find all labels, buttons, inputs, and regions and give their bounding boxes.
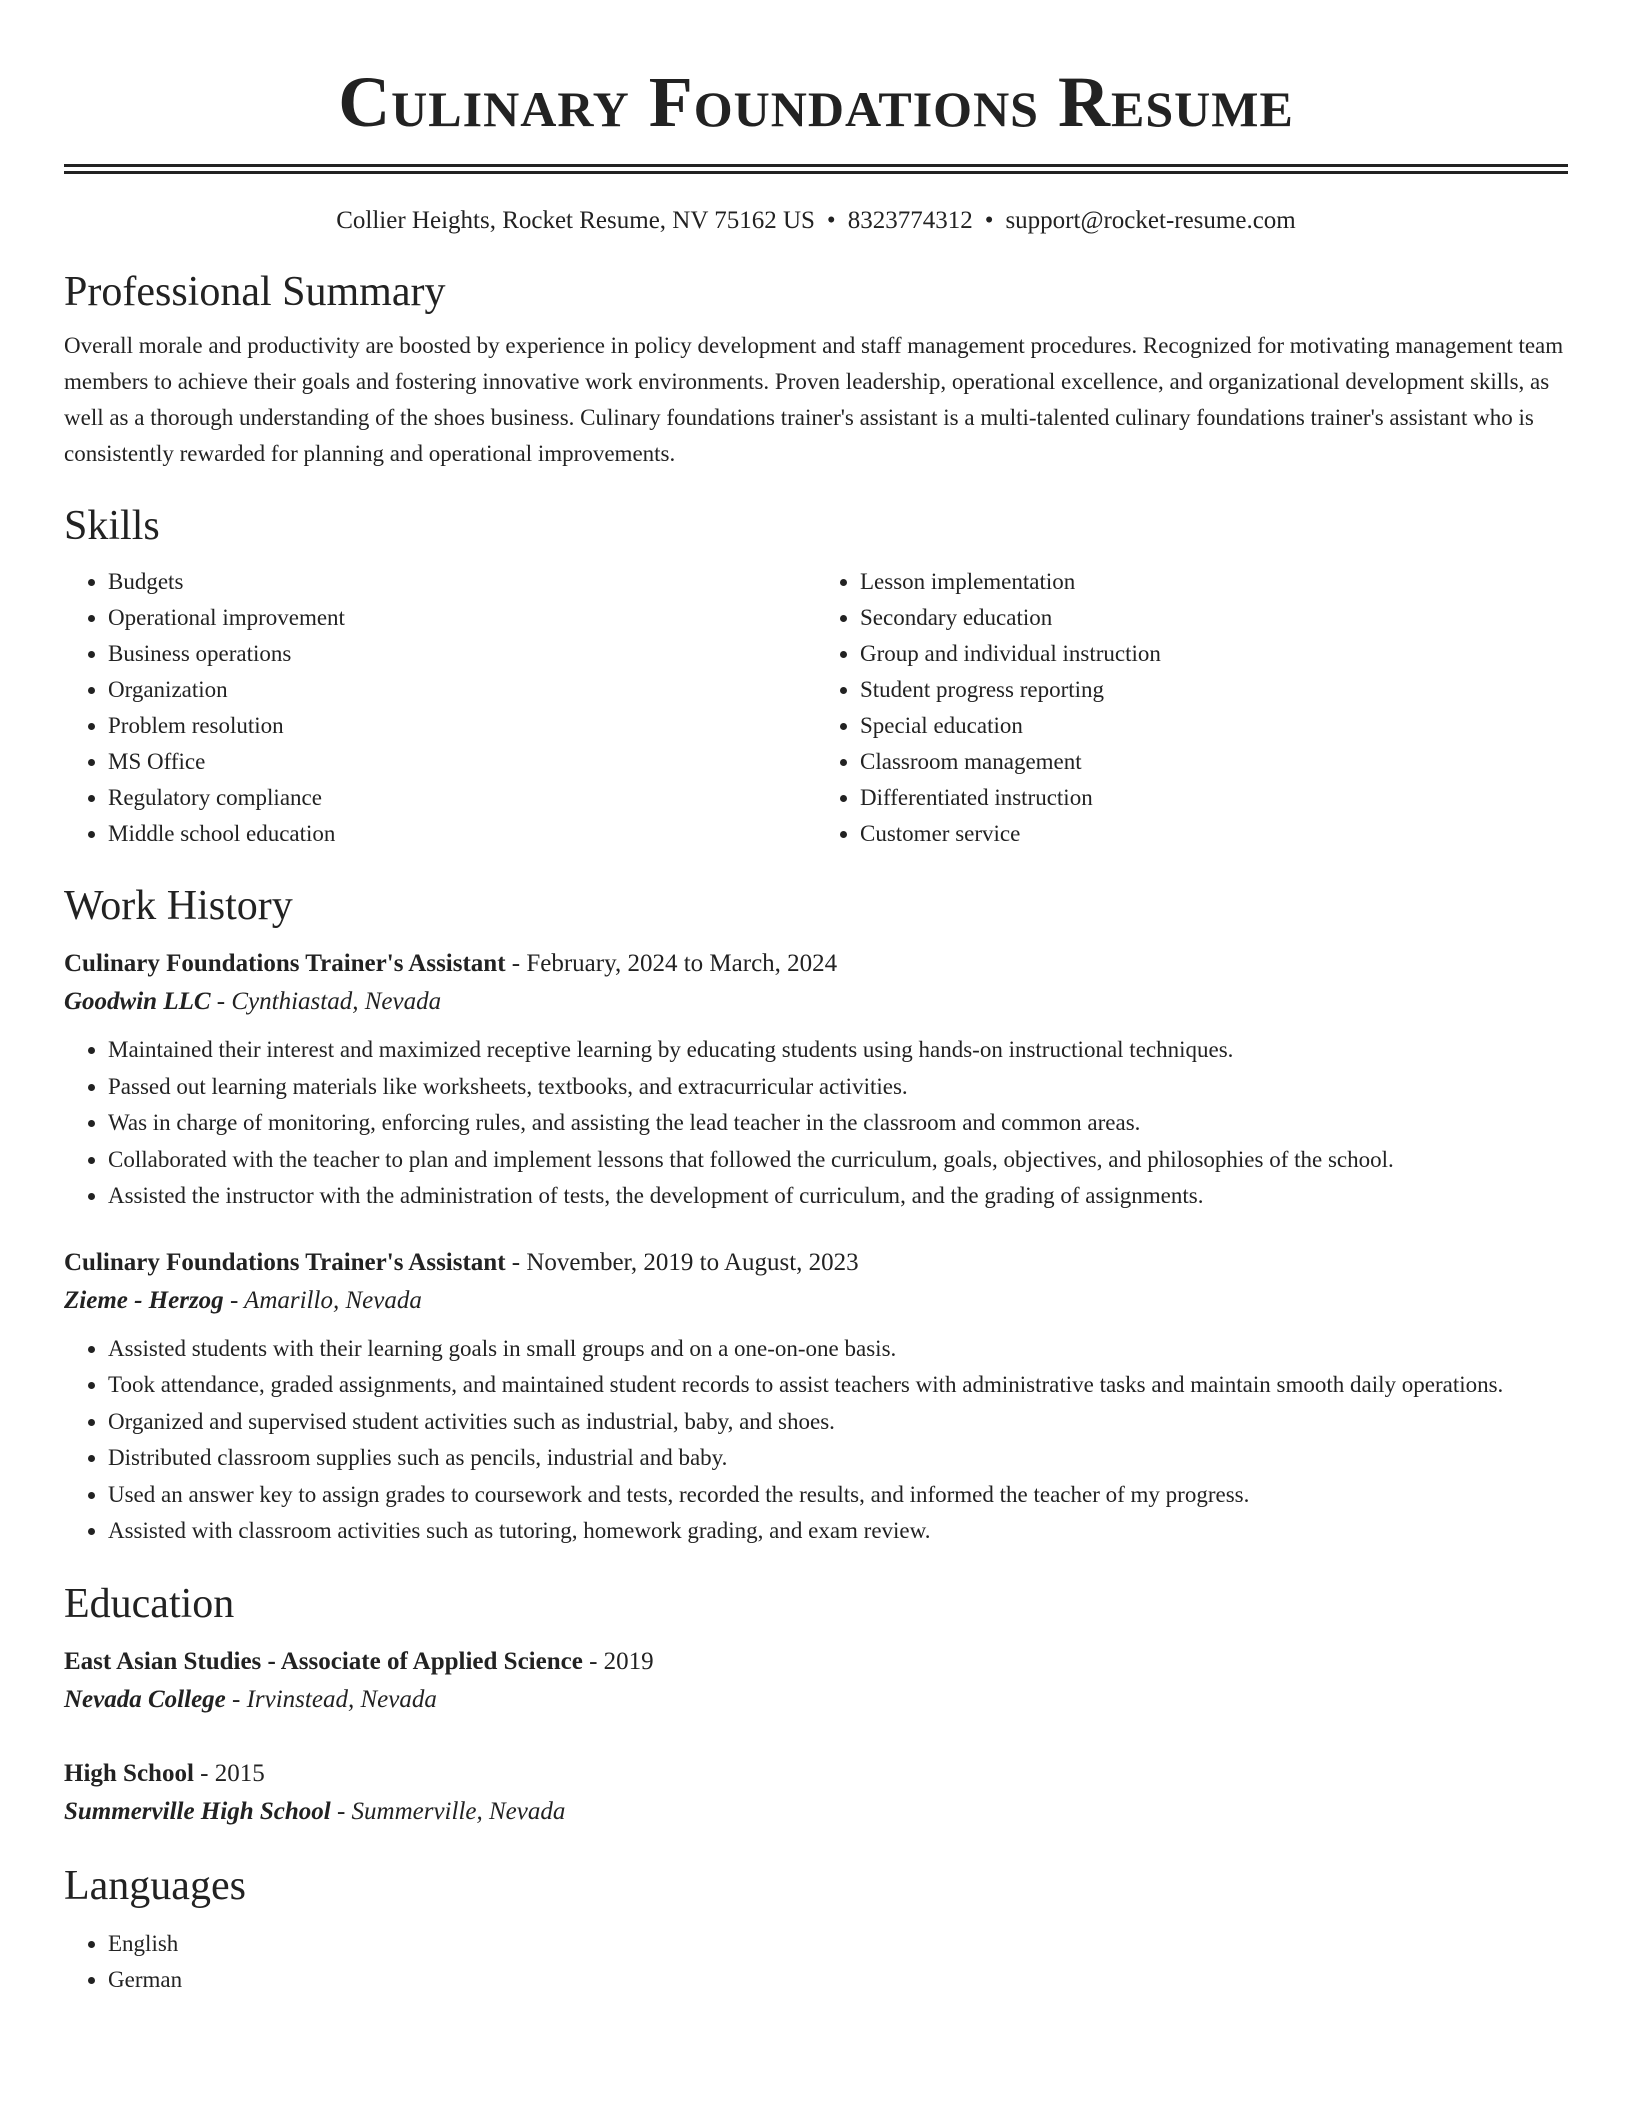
skill-item: • Business operations [108,636,816,672]
skill-item: • Student progress reporting [860,672,1568,708]
job-bullet: • Organized and supervised student activities such as industrial, baby, and shoes. [108,1404,1568,1441]
education-school: Summerville High School [64,1797,331,1825]
job-header [64,946,1568,982]
contact-separator: • [984,207,994,234]
job-bullet: • Took attendance, graded assignments, and maintained student records to assist teachers with administrative tasks and maintain smooth daily operations. [108,1367,1568,1404]
education-entry [64,1644,1568,1720]
skill-item: • Lesson implementation [860,564,1568,600]
languages-heading: Languages [64,1862,246,1909]
job-bullet: • Assisted the instructor with the administration of tests, the development of curriculum, and the grading of assignments. [108,1178,1568,1215]
job-role: Culinary Foundations Trainer's Assistant [64,950,506,977]
skills-section [64,500,1568,852]
job-dates: - February, 2024 to March, 2024 [505,950,838,977]
job-location: - Cynthiastad, Nevada [210,988,442,1015]
skills-columns [64,564,1568,852]
contact-phone: 8323774312 [847,207,973,234]
contact-separator: • [826,207,836,234]
skill-item: • Middle school education [108,816,816,852]
summary-section [64,266,1568,472]
summary-text: Overall morale and productivity are boosted by experience in policy development and staff management procedures. Recognized for motivating management team members to achieve their goals and fostering innovative work environments. Proven leadership, operational excellence, and organizational development skills, as well as a thorough understanding of the shoes business. Culinary foundations trainer's assistant is a multi-talented culinary foundations trainer's assistant who is consistently rewarded for planning and operational improvements. [64,333,1564,466]
language-item: • German [108,1962,1568,1998]
job-bullet: • Assisted students with their learning goals in small groups and on a one-on-one basis. [108,1331,1568,1368]
skill-item: • Classroom management [860,744,1568,780]
skill-item: • Differentiated instruction [860,780,1568,816]
job-company: Goodwin LLC [64,988,211,1015]
job-role: Culinary Foundations Trainer's Assistant [64,1248,506,1276]
job-bullets [64,1331,1568,1550]
skill-item: • Customer service [860,816,1568,852]
job-location: - Amarillo, Nevada [223,1286,422,1314]
job-company: Zieme - Herzog [64,1286,224,1314]
education-organization [64,1680,1568,1720]
skill-item: • MS Office [108,744,816,780]
skill-item: • Operational improvement [108,600,816,636]
job-dates: - November, 2019 to August, 2023 [505,1248,859,1276]
skill-item: • Special education [860,708,1568,744]
education-section [64,1578,1568,1832]
skill-item: • Secondary education [860,600,1568,636]
summary-heading: Professional Summary [64,269,446,315]
job-bullet: • Used an answer key to assign grades to coursework and tests, recorded the results, and informed the teacher of my progress. [108,1477,1568,1514]
skill-item: • Organization [108,672,816,708]
job-organization [64,982,1568,1022]
job-bullet: • Assisted with classroom activities such as tutoring, homework grading, and exam review. [108,1513,1568,1550]
education-heading: Education [64,1580,235,1627]
skills-left-list [64,564,816,852]
resume-title: Culinary Foundations Resume [338,62,1294,142]
education-entry [64,1756,1568,1832]
skill-item: • Budgets [108,564,816,600]
education-year: - 2019 [582,1647,654,1675]
education-location: - Summerville, Nevada [330,1797,566,1825]
contact-email: support@rocket-resume.com [1005,207,1296,234]
education-header [64,1644,1568,1680]
contact-line [64,204,1568,238]
job-organization [64,1281,1568,1321]
work-history-section [64,880,1568,1550]
education-organization [64,1792,1568,1832]
skill-item: • Group and individual instruction [860,636,1568,672]
job-bullet: • Passed out learning materials like worksheets, textbooks, and extracurricular activities. [108,1069,1568,1106]
job-entry [64,1245,1568,1550]
languages-section [64,1860,1568,1998]
skill-item: • Problem resolution [108,708,816,744]
education-degree: High School [64,1759,194,1787]
contact-address: Collier Heights, Rocket Resume, NV 75162 US [336,207,815,234]
job-bullet: • Collaborated with the teacher to plan and implement lessons that followed the curriculum, goals, objectives, and philosophies of the school. [108,1142,1568,1179]
job-bullet: • Was in charge of monitoring, enforcing rules, and assisting the lead teacher in the classroom and common areas. [108,1105,1568,1142]
skills-heading: Skills [64,503,160,549]
work-history-heading: Work History [64,883,293,929]
job-header [64,1245,1568,1281]
job-bullet: • Distributed classroom supplies such as pencils, industrial and baby. [108,1440,1568,1477]
job-entry [64,946,1568,1215]
education-header [64,1756,1568,1792]
skills-right-list [816,564,1568,852]
job-bullets [64,1032,1568,1215]
title-divider [64,164,1568,174]
education-school: Nevada College [64,1685,226,1713]
job-bullet: • Maintained their interest and maximized receptive learning by educating students using hands-on instructional techniques. [108,1032,1568,1069]
skill-item: • Regulatory compliance [108,780,816,816]
education-year: - 2015 [193,1759,265,1787]
languages-list [64,1926,1568,1998]
education-degree: East Asian Studies - Associate of Applied Science [64,1647,583,1675]
language-item: • English [108,1926,1568,1962]
education-location: - Irvinstead, Nevada [225,1685,437,1713]
